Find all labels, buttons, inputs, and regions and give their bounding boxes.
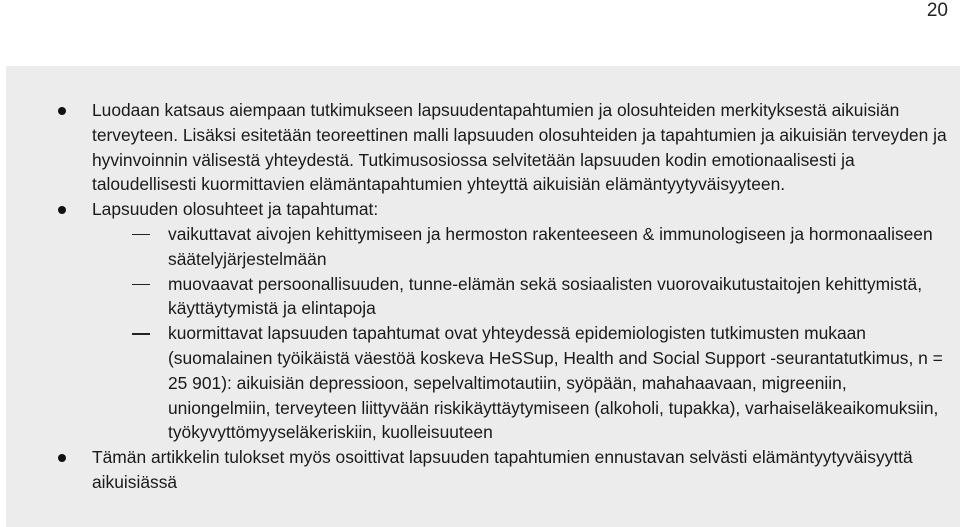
sub-bullet-item: [6, 272, 960, 322]
bullet-list: [6, 98, 960, 495]
sub-bullet-text: vaikuttavat aivojen kehittymiseen ja hermoston rakenteeseen & immunologiseen ja hormonaaliseen säätelyjärjestelmään: [168, 223, 933, 269]
bullet-text: Lapsuuden olosuhteet ja tapahtumat:: [92, 199, 379, 220]
dash-icon: [132, 234, 150, 236]
sub-bullet-item: [6, 222, 960, 272]
bullet-dot-icon: [58, 107, 66, 115]
sub-bullet-text: kuormittavat lapsuuden tapahtumat ovat yhteydessä epidemiologisten tutkimusten mukaan (suomalainen työikäistä väestöä koskeva HeSSup, Health and Social Support -seurantatutkimus, n = 25 901): aikuisiän depressioon, sepelvaltimotautiin, syöpään, mahahaavaan, migreeniin, uniongelmiin, terveyteen liittyvään riskikäyttäytymiseen (alkoholi, tupakka), varhaiseläkeaikomuksiin, työkyvyttömyyseläkeriskiin, kuolleisuuteen: [168, 323, 943, 443]
sub-bullet-item: [6, 321, 960, 445]
bullet-item: [6, 197, 960, 222]
slide-area: [6, 66, 960, 527]
dash-icon: [132, 284, 150, 286]
bullet-item: [6, 445, 960, 495]
dash-icon: [132, 333, 150, 335]
bullet-item: [6, 98, 960, 197]
sub-bullet-text: muovaavat persoonallisuuden, tunne-elämän sekä sosiaalisten vuorovaikutustaitojen kehittymistä, käyttäytymistä ja elintapoja: [168, 273, 923, 319]
bullet-text: Tämän artikkelin tulokset myös osoittivat lapsuuden tapahtumien ennustavan selvästi elämäntyytyväisyyttä aikuisiässä: [92, 447, 913, 492]
bullet-dot-icon: [58, 206, 66, 214]
bullet-text: Luodaan katsaus aiempaan tutkimukseen lapsuudentapahtumien ja olosuhteiden merkityksestä aikuisiän terveyteen. Lisäksi esitetään teoreettinen malli lapsuuden olosuhteiden ja tapahtumien ja aikuisiän terveyden ja hyvinvoinnin välisestä yhteydestä. Tutkimusosiossa selvitetään lapsuuden kodin emotionaalisesti ja taloudellisesti kuormittavien elämäntapahtumien yhteyttä aikuisiän elämäntyytyväisyyteen.: [92, 100, 947, 195]
page-number: 20: [926, 0, 948, 21]
bullet-dot-icon: [58, 454, 66, 462]
